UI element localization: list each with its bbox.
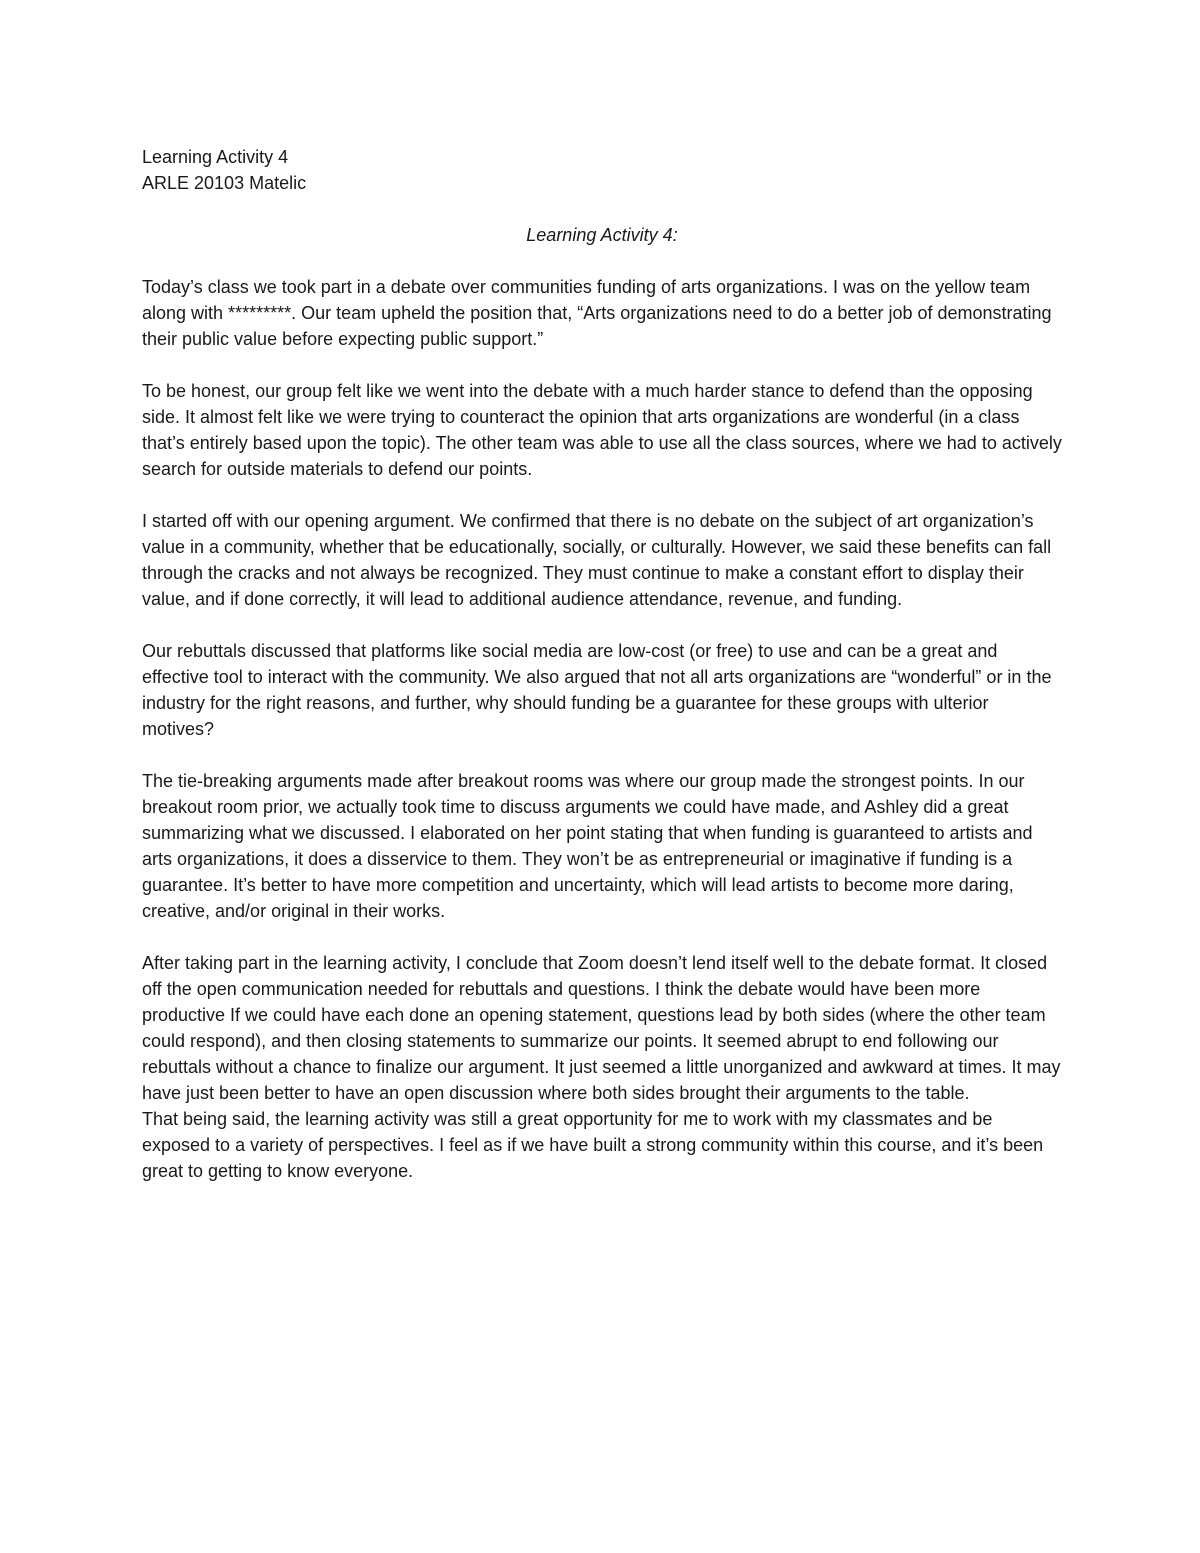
header-activity: Learning Activity 4 [142, 147, 289, 167]
paragraph-closing: That being said, the learning activity was still a great opportunity for me to work with my classmates and be exposed to a variety of perspectives. I feel as if we have built a strong community within this course, and it’s been great to getting to know everyone. [142, 1109, 1044, 1181]
paragraph-opening-argument: I started off with our opening argument. We confirmed that there is no debate on the subject of art organization’s value in a community, whether that be educationally, socially, or culturally. However, we said these benefits can fall through the cracks and not always be recognized. They must continue to make a constant effort to display their value, and if done correctly, it will lead to additional audience attendance, revenue, and funding. [142, 511, 1052, 609]
paragraph-intro: Today’s class we took part in a debate over communities funding of arts organizations. I was on the yellow team along with *********. Our team upheld the position that, “Arts organizations need to do a better job of demonstrating their public value before expecting public support.” [142, 277, 1052, 349]
paragraph-rebuttals: Our rebuttals discussed that platforms like social media are low-cost (or free) to use and can be a great and effective tool to interact with the community. We also argued that not all arts organizations are “wonderful” or in the industry for the right reasons, and further, why should funding be a guarantee for these groups with ulterior motives? [142, 641, 1052, 739]
document-body [142, 144, 1062, 1210]
document-title: Learning Activity 4: [526, 225, 678, 245]
header-course: ARLE 20103 Matelic [142, 173, 307, 193]
paragraph-conclusion: After taking part in the learning activity, I conclude that Zoom doesn’t lend itself well to the debate format. It closed off the open communication needed for rebuttals and questions. I think the debate would have been more productive If we could have each done an opening statement, questions lead by both sides (where the other team could respond), and then closing statements to summarize our points. It seemed abrupt to end following our rebuttals without a chance to finalize our argument. It just seemed a little unorganized and awkward at times. It may have just been better to have an open discussion where both sides brought their arguments to the table. [142, 953, 1061, 1103]
paragraph-stance: To be honest, our group felt like we went into the debate with a much harder stance to defend than the opposing side. It almost felt like we were trying to counteract the opinion that arts organizations are wonderful (in a class that’s entirely based upon the topic). The other team was able to use all the class sources, where we had to actively search for outside materials to defend our points. [142, 381, 1062, 479]
paragraph-tie-breaking: The tie-breaking arguments made after breakout rooms was where our group made the strongest points. In our breakout room prior, we actually took time to discuss arguments we could have made, and Ashley did a great summarizing what we discussed. I elaborated on her point stating that when funding is guaranteed to artists and arts organizations, it does a disservice to them. They won’t be as entrepreneurial or imaginative if funding is a guarantee. It’s better to have more competition and uncertainty, which will lead artists to become more daring, creative, and/or original in their works. [142, 771, 1033, 921]
